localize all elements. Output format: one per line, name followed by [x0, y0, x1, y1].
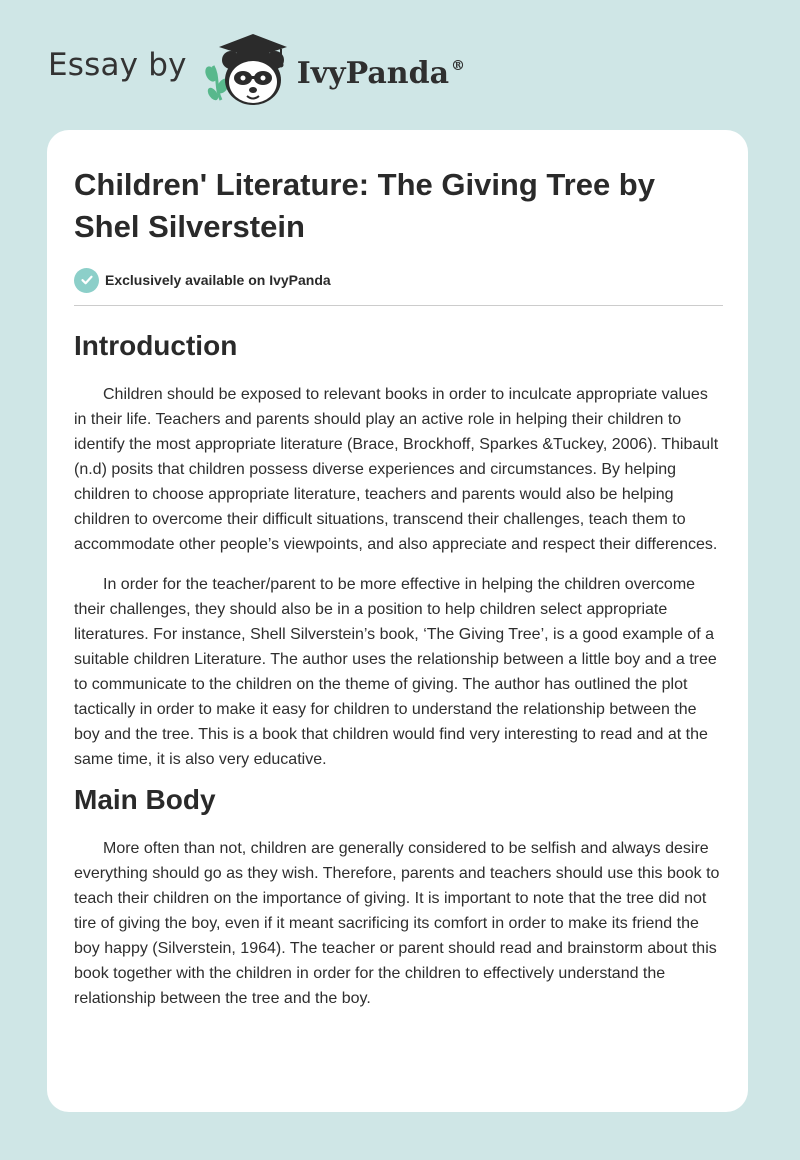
section-heading-introduction: Introduction — [74, 330, 238, 361]
title-divider — [74, 305, 723, 306]
section-heading-main-body: Main Body — [74, 784, 216, 815]
paragraph: In order for the teacher/parent to be more effective in helping the children overcome their challenges, they should also be in a position to help children select appropriate literatures. For instance, Shell Silverstein’s book, ‘The Giving Tree’, is a good example of a suitable children Literature. The author uses the relationship between a little boy and a tree to communicate to the children on the theme of giving. The author has outlined the plot tactically in order to make it easy for children to understand the relationship between the boy and the tree. This is a book that children would find very interesting to read and at the same time, it is also very educative. — [74, 576, 717, 768]
exclusive-label: Exclusively available on IvyPanda — [105, 272, 331, 288]
ivypanda-logo[interactable] — [201, 30, 293, 110]
registered-mark: ® — [451, 57, 466, 74]
brand-text: IvyPanda — [296, 55, 450, 91]
panda-mascot-icon — [201, 30, 293, 110]
paragraph: More often than not, children are generally considered to be selfish and always desire everything should go as they wish. Therefore, parents and teachers should use this book to teach their children on the importance of giving. It is important to note that the tree did not tire of giving the boy, even if it meant sacrificing its comfort in order to make its friend the boy happy (Silverstein, 1964). The teacher or parent should read and brainstorm about this book together with the children in order for the children to effectively understand the relationship between the tree and the boy. — [74, 840, 720, 1007]
check-icon — [74, 268, 99, 293]
essay-by-text: Essay by — [48, 47, 187, 83]
paragraph: Children should be exposed to relevant books in order to inculcate appropriate values in their life. Teachers and parents should play an active role in helping their children to identify the most appropriate literature (Brace, Brockhoff, Sparkes &Tuckey, 2006). Thibault (n.d) posits that children possess diverse experiences and circumstances. By helping children to choose appropriate literature, teachers and parents would also be helping children to overcome their difficult situations, transcend their challenges, teach them to accommodate other people’s viewpoints, and also appreciate and respect their differences. — [74, 386, 719, 553]
exclusive-badge — [74, 267, 723, 293]
brand-name[interactable] — [297, 56, 465, 91]
article-card — [47, 130, 748, 1112]
article-title: Children' Literature: The Giving Tree by Shel Silverstein — [74, 167, 655, 244]
article-content — [74, 164, 723, 1011]
site-header — [48, 30, 465, 110]
